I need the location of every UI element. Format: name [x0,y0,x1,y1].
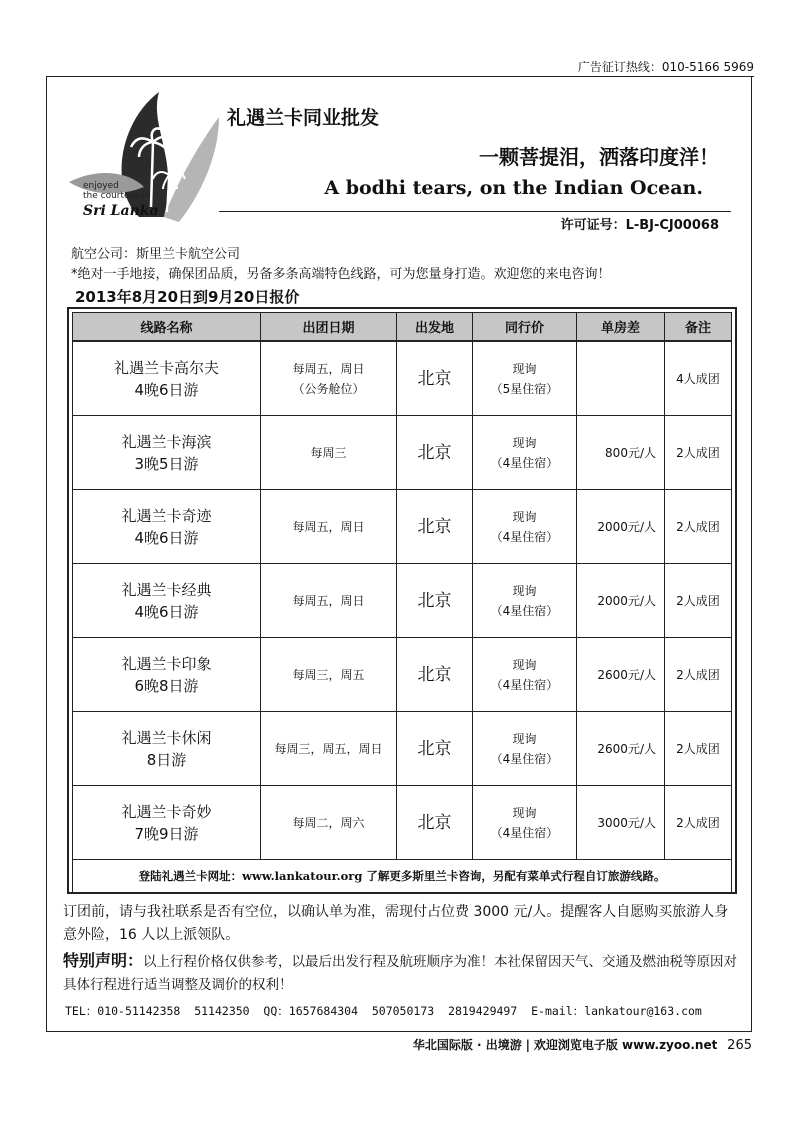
single-supplement: 2600元/人 [577,712,665,786]
peer-price: 现询 （4星住宿） [473,638,577,712]
departure-city: 北京 [397,416,473,490]
booking-remark: 订团前，请与我社联系是否有空位，以确认单为准，需现付占位费 3000 元/人。提醒客人自愿购买旅游人身意外险，16 人以上派领队。 [63,904,729,943]
service-notice: *绝对一手地接，确保团品质，另备多条高端特色线路，可为您量身打造。欢迎您的来电咨询！ [71,267,611,282]
peer-price: 现询 （4星住宿） [473,712,577,786]
column-header: 出团日期 [261,313,397,342]
footer-tagline: 欢迎浏览电子版 www.zyoo.net [533,1038,718,1052]
route-name: 礼遇兰卡海滨 3晚5日游 [73,416,261,490]
column-header: 单房差 [577,313,665,342]
table-row [73,786,732,860]
peer-price: 现询 （4星住宿） [473,490,577,564]
special-statement [63,949,739,997]
route-name: 礼遇兰卡奇迹 4晚6日游 [73,490,261,564]
table-header-row [73,313,732,342]
peer-price: 现询 （4星住宿） [473,416,577,490]
column-header: 备注 [665,313,732,342]
departure-city: 北京 [397,490,473,564]
page-number: 265 [727,1038,752,1053]
page-footer [413,1036,752,1053]
route-name: 礼遇兰卡经典 4晚6日游 [73,564,261,638]
special-text: 以上行程价格仅供参考，以最后出发行程及航班顺序为准！本社保留因天气、交通及燃油税等原因对具体行程进行适当调整及调价的权利！ [63,954,738,993]
group-note: 2人成团 [665,712,732,786]
departure-dates: 每周三 [261,416,397,490]
departure-city: 北京 [397,786,473,860]
group-note: 2人成团 [665,564,732,638]
departure-dates: 每周五，周日 [261,490,397,564]
departure-city: 北京 [397,712,473,786]
single-supplement [577,341,665,416]
single-supplement: 800元/人 [577,416,665,490]
special-label: 特别声明： [63,951,144,970]
brand-title: 礼遇兰卡同业批发 [227,107,380,129]
group-note: 2人成团 [665,416,732,490]
column-header: 同行价 [473,313,577,342]
footer-separator: | [525,1038,531,1052]
group-note: 2人成团 [665,786,732,860]
publication-name: 华北国际版 · 出境游 [412,1038,522,1052]
table-row [73,490,732,564]
airline-info: 航空公司：斯里兰卡航空公司 [71,247,241,262]
departure-dates: 每周二，周六 [261,786,397,860]
website-note: 登陆礼遇兰卡网址：www.lankatour.org 了解更多斯里兰卡咨询，另配有菜单式行程自订旅游线路。 [73,860,732,893]
group-note: 2人成团 [665,638,732,712]
advertisement [46,77,752,1032]
header-divider [219,211,731,212]
departure-dates: 每周三，周五 [261,638,397,712]
group-note: 2人成团 [665,490,732,564]
single-supplement: 2000元/人 [577,564,665,638]
peer-price: 现询 （4星住宿） [473,786,577,860]
peer-price: 现询 （5星住宿） [473,341,577,416]
table-row [73,341,732,416]
departure-city: 北京 [397,638,473,712]
departure-city: 北京 [397,341,473,416]
contact-info: TEL：010-51142358 51142350 QQ：1657684304 507050173 2819429497 E-mail：lankatour@163.com [65,1004,702,1018]
table-row [73,416,732,490]
column-header: 线路名称 [73,313,261,342]
table-row [73,564,732,638]
slogan-english: A bodhi tears, on the Indian Ocean. [324,177,703,199]
column-header: 出发地 [397,313,473,342]
departure-city: 北京 [397,564,473,638]
group-note: 4人成团 [665,341,732,416]
single-supplement: 2000元/人 [577,490,665,564]
logo-tagline: enjoyed the courtesy in [83,181,151,201]
route-name: 礼遇兰卡高尔夫 4晚6日游 [73,341,261,416]
price-period: 2013年8月20日到9月20日报价 [75,288,300,306]
table-row [73,638,732,712]
route-name: 礼遇兰卡印象 6晚8日游 [73,638,261,712]
single-supplement: 2600元/人 [577,638,665,712]
price-table [72,312,732,893]
table-footer-row [73,860,732,893]
price-table-frame [67,307,737,894]
departure-dates: 每周五，周日 [261,564,397,638]
route-name: 礼遇兰卡奇妙 7晚9日游 [73,786,261,860]
single-supplement: 3000元/人 [577,786,665,860]
departure-dates: 每周五，周日 （公务舱位） [261,341,397,416]
route-name: 礼遇兰卡休闲 8日游 [73,712,261,786]
license-number: 许可证号：L-BJ-CJ00068 [560,218,719,233]
logo-brand: Sri Lanka [83,203,159,219]
slogan-chinese: 一颗菩提泪，洒落印度洋！ [479,145,719,169]
ad-hotline: 广告征订热线：010-5166 5969 [577,60,754,74]
departure-dates: 每周三，周五，周日 [261,712,397,786]
table-row [73,712,732,786]
peer-price: 现询 （4星住宿） [473,564,577,638]
